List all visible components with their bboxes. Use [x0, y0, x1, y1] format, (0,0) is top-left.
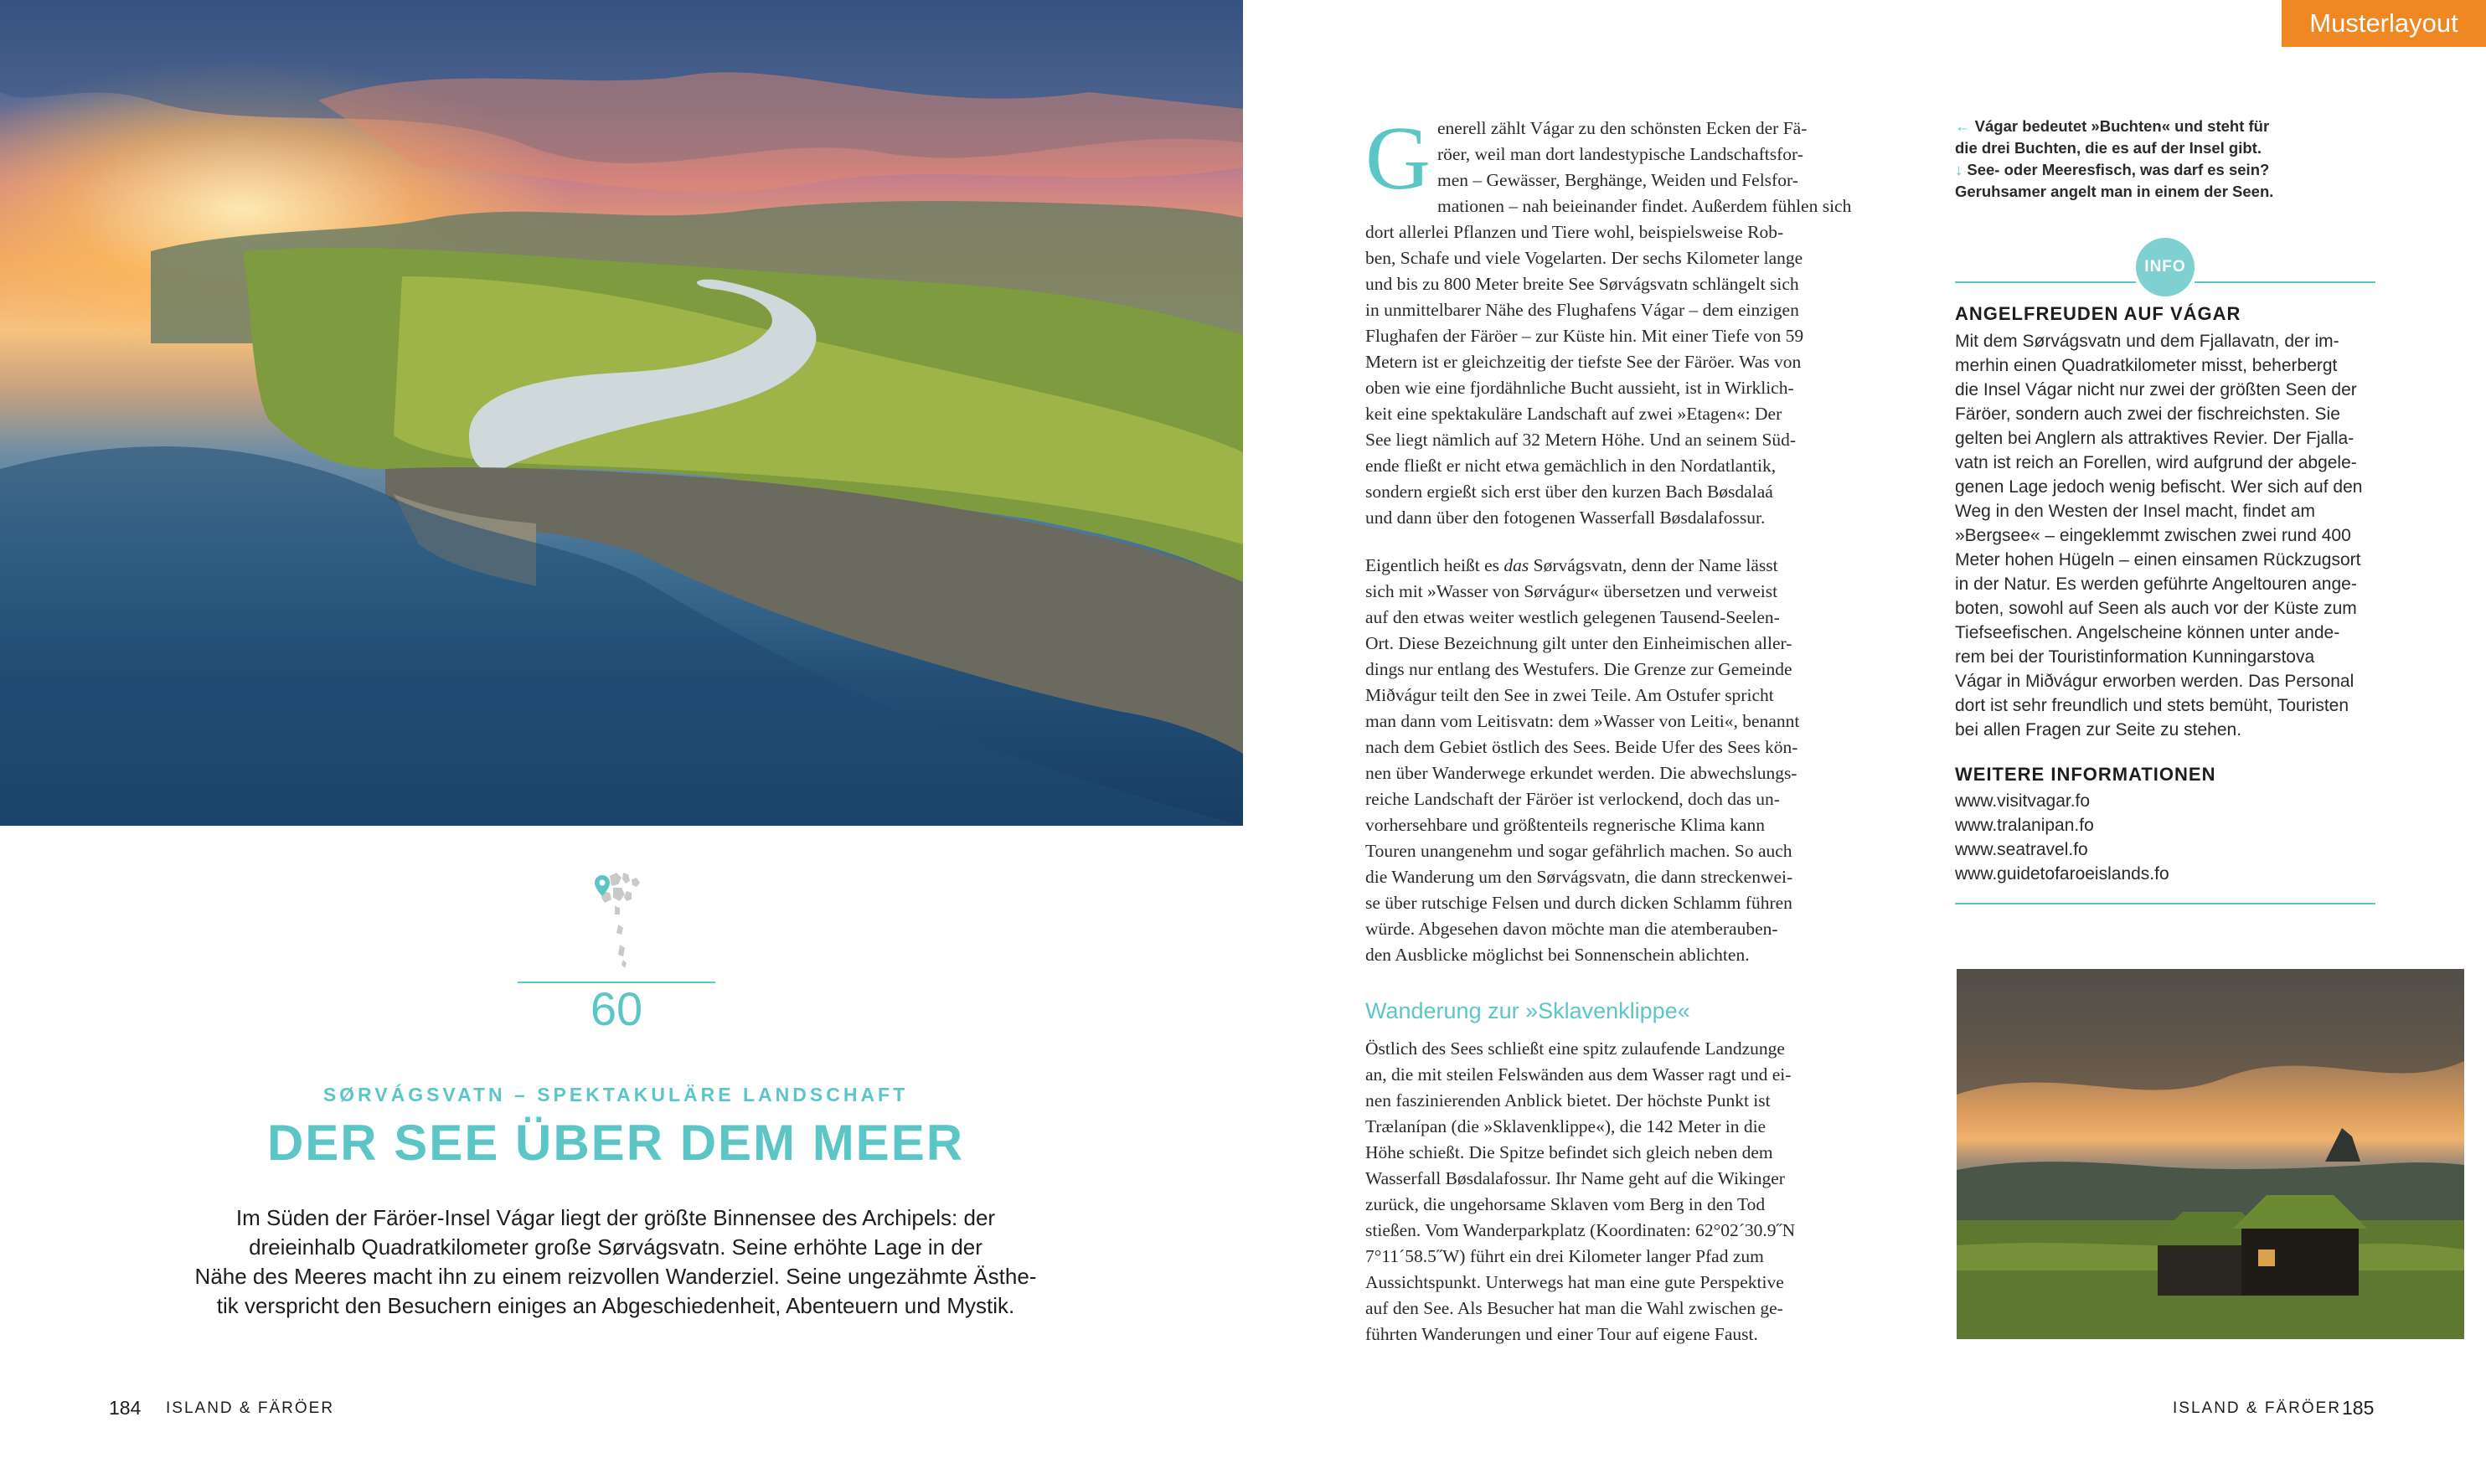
body-line: 7°11´58.5˝W) führt ein drei Kilometer langer Pfad zum	[1365, 1246, 1764, 1266]
body-line: Touren unangenehm und sogar gefährlich machen. So auch	[1365, 841, 1792, 861]
info-line: gelten bei Anglern als attraktives Revier. Der Fjalla-	[1955, 429, 2354, 448]
info-line: rem bei der Touristinformation Kunningarstova	[1955, 647, 2315, 667]
link-seatravel[interactable]: www.seatravel.fo	[1955, 840, 2088, 859]
intro-line: tik verspricht den Besuchern einiges an Abgeschiedenheit, Abenteuern und Mystik.	[216, 1293, 1015, 1318]
section-label-left: ISLAND & FÄRÖER	[166, 1399, 335, 1417]
link-list	[1955, 789, 2169, 886]
hero-photo	[0, 0, 1243, 826]
info-line: boten, sowohl auf Seen als auch vor der Küste zum	[1955, 599, 2357, 618]
caption-line	[1955, 159, 2391, 181]
body-line: keit eine spektakuläre Landschaft auf zwei »Etagen«: Der	[1365, 404, 1782, 424]
body-line: und dann über den fotogenen Wasserfall Bøsdalafossur.	[1365, 508, 1766, 528]
body-line: Trælanípan (die »Sklavenklippe«), die 142 Meter in die	[1365, 1116, 1767, 1136]
page-number-left: 184	[109, 1397, 142, 1419]
info-line: Weg in den Westen der Insel macht, findet am	[1955, 502, 2315, 521]
body-line: Wasserfall Bøsdalafossur. Ihr Name geht auf die Wikinger	[1365, 1168, 1785, 1188]
body-line: dort allerlei Pflanzen und Tiere wohl, beispielsweise Rob-	[1365, 222, 1784, 242]
drop-cap: G	[1365, 109, 1431, 209]
body-text: Eigentlich heißt es	[1365, 555, 1504, 575]
info-line: dort ist sehr freundlich und stets bemüht, Touristen	[1955, 696, 2349, 715]
caption-text: See- oder Meeresfisch, was darf es sein?	[1962, 161, 2270, 178]
faroe-islands-map-icon	[585, 866, 652, 975]
body-line: sich mit »Wasser von Sørvágur« übersetzen und verweist	[1365, 581, 1778, 601]
body-line: vorhersehbare und größtenteils regnerische Klima kann	[1365, 815, 1766, 835]
section-subheading: Wanderung zur »Sklavenklippe«	[1365, 998, 1690, 1023]
info-rule-left	[1955, 281, 2136, 283]
body-line: See liegt nämlich auf 32 Metern Höhe. Und an seinem Süd-	[1365, 430, 1797, 450]
body-paragraph-3	[1365, 1036, 1858, 1347]
intro-line: dreieinhalb Quadratkilometer große Sørvágsvatn. Seine erhöhte Lage in der	[249, 1234, 983, 1260]
info-title: ANGELFREUDEN AUF VÁGAR	[1955, 303, 2241, 324]
body-line: Höhe schießt. Die Spitze befindet sich gleich neben dem	[1365, 1142, 1773, 1162]
body-line	[1365, 553, 1858, 579]
body-line: reiche Landschaft der Färöer ist verlockend, doch das un-	[1365, 789, 1780, 809]
body-line: men – Gewässer, Berghänge, Weiden und Felsfor-	[1437, 170, 1798, 190]
body-line: nen über Wanderwege erkundet werden. Die abwechslungs-	[1365, 763, 1797, 783]
body-line: auf den See. Als Besucher hat man die Wahl zwischen ge-	[1365, 1298, 1783, 1318]
page-title: DER SEE ÜBER DEM MEER	[266, 1115, 965, 1171]
arrow-down-icon: ↓	[1955, 161, 1963, 178]
emphasis: das	[1503, 555, 1529, 575]
info-line: vatn ist reich an Forellen, wird aufgrund der abgele-	[1955, 453, 2357, 472]
body-line: auf den etwas weiter westlich gelegenen Tausend-Seelen-	[1365, 607, 1780, 627]
body-line: man dann vom Leitisvatn: dem »Wasser von Leiti«, benannt	[1365, 711, 1800, 731]
body-paragraph-2	[1365, 553, 1858, 968]
caption-line	[1955, 116, 2391, 137]
body-line: Östlich des Sees schließt eine spitz zulaufende Landzunge	[1365, 1038, 1785, 1059]
info-line: »Bergsee« – eingeklemmt zwischen zwei rund 400	[1955, 526, 2351, 545]
body-line: dings nur entlang des Westufers. Die Grenze zur Gemeinde	[1365, 659, 1792, 679]
body-line: ende fließt er nicht etwa gemächlich in den Nordatlantik,	[1365, 456, 1777, 476]
body-text: Sørvágsvatn, denn der Name lässt	[1529, 555, 1778, 575]
info-line: die Insel Vágar nicht nur zwei der größten Seen der	[1955, 380, 2357, 399]
body-line: in unmittelbarer Nähe des Flughafens Vágar – dem einzigen	[1365, 300, 1799, 320]
page-number-right: 185	[2342, 1397, 2375, 1419]
info-line: Vágar in Miðvágur erworben werden. Das Personal	[1955, 672, 2354, 691]
intro-line: Nähe des Meeres macht ihn zu einem reizvollen Wanderziel. Seine ungezähmte Ästhe-	[194, 1264, 1037, 1289]
body-line: die Wanderung um den Sørvágsvatn, die dann streckenwei-	[1365, 867, 1793, 887]
info-rule-right	[2195, 281, 2375, 283]
entry-number: 60	[590, 982, 643, 1035]
arrow-left-icon: ←	[1955, 117, 1971, 135]
body-line: oben wie eine fjordähnliche Bucht aussieht, ist in Wirklich-	[1365, 378, 1794, 398]
info-line: Meter hohen Hügeln – einen einsamen Rückzugsort	[1955, 550, 2361, 569]
body-line: sondern ergießt sich erst über den kurzen Bach Bøsdalaá	[1365, 482, 1773, 502]
body-line: nen faszinierenden Anblick bietet. Der höchste Punkt ist	[1365, 1090, 1771, 1110]
caption-text: Vágar bedeutet »Buchten« und steht für	[1970, 117, 2270, 135]
body-line: Miðvágur teilt den See in zwei Teile. Am Ostufer spricht	[1365, 685, 1774, 705]
caption-line: die drei Buchten, die es auf der Insel gibt.	[1955, 139, 2262, 157]
info-text	[1955, 329, 2391, 742]
body-line: röer, weil man dort landestypische Landschaftsfor-	[1437, 144, 1803, 164]
body-paragraph-1	[1365, 109, 1858, 531]
body-line: se über rutschige Felsen und durch dicken Schlamm führen	[1365, 893, 1792, 913]
body-line: Metern ist er gleichzeitig der tiefste See der Färöer. Was von	[1365, 352, 1802, 372]
section-label-right: ISLAND & FÄRÖER	[2173, 1399, 2342, 1417]
body-line: und bis zu 800 Meter breite See Sørvágsvatn schlängelt sich	[1365, 274, 1799, 294]
info-line: genen Lage jedoch wenig befischt. Wer sich auf den	[1955, 477, 2363, 497]
image-caption	[1955, 116, 2391, 203]
body-line: nach dem Gebiet östlich des Sees. Beide Ufer des Sees kön-	[1365, 737, 1798, 757]
info-line: Tiefseefischen. Angelscheine können unter ande-	[1955, 623, 2340, 642]
link-visitvagar[interactable]: www.visitvagar.fo	[1955, 791, 2091, 811]
body-line: zurück, die ungehorsame Sklaven vom Berg in den Tod	[1365, 1194, 1766, 1214]
body-line: Flughafen der Färöer – zur Küste hin. Mit einer Tiefe von 59	[1365, 326, 1804, 346]
body-line: ben, Schafe und viele Vogelarten. Der sechs Kilometer lange	[1365, 248, 1803, 268]
body-line: Aussichtspunkt. Unterwegs hat man eine gute Perspektive	[1365, 1272, 1784, 1292]
grass-roof-houses-photo	[1957, 969, 2464, 1339]
body-line: führten Wanderungen und einer Tour auf eigene Faust.	[1365, 1324, 1758, 1344]
intro-paragraph	[176, 1203, 1055, 1321]
musterlayout-badge: Musterlayout	[2282, 0, 2486, 47]
body-line: enerell zählt Vágar zu den schönsten Ecken der Fä-	[1437, 118, 1808, 138]
info-line: Färöer, sondern auch zwei der fischreichsten. Sie	[1955, 404, 2340, 424]
link-guidetofaroeislands[interactable]: www.guidetofaroeislands.fo	[1955, 864, 2169, 884]
info-line: Mit dem Sørvágsvatn und dem Fjallavatn, der im-	[1955, 332, 2339, 351]
link-tralanipan[interactable]: www.tralanipan.fo	[1955, 816, 2094, 835]
body-line: stießen. Vom Wanderparkplatz (Koordinaten: 62°02´30.9˝N	[1365, 1220, 1796, 1240]
info-bottom-rule	[1955, 903, 2375, 904]
body-text-column	[1365, 109, 1858, 1369]
info-line: in der Natur. Es werden geführte Angeltouren ange-	[1955, 575, 2357, 594]
kicker: SØRVÁGSVATN – SPEKTAKULÄRE LANDSCHAFT	[322, 1084, 909, 1105]
intro-line: Im Süden der Färöer-Insel Vágar liegt der größte Binnensee des Archipels: der	[235, 1205, 996, 1230]
info-line: merhin einen Quadratkilometer misst, beherbergt	[1955, 356, 2338, 375]
info-badge-icon: INFO	[2136, 238, 2195, 296]
body-line: an, die mit steilen Felswänden aus dem Wasser ragt und ei-	[1365, 1064, 1792, 1085]
info-line: bei allen Fragen zur Seite zu stehen.	[1955, 720, 2242, 739]
body-line: Ort. Diese Bezeichnung gilt unter den Einheimischen aller-	[1365, 633, 1792, 653]
further-info-heading: WEITERE INFORMATIONEN	[1955, 764, 2216, 785]
body-line: den Ausblicke möglichst bei Sonnenschein ablichten.	[1365, 945, 1750, 965]
body-line: würde. Abgesehen davon möchte man die atemberauben-	[1365, 919, 1778, 939]
caption-line: Geruhsamer angelt man in einem der Seen.	[1955, 183, 2274, 200]
body-line: mationen – nah beieinander findet. Außerdem fühlen sich	[1437, 196, 1852, 216]
